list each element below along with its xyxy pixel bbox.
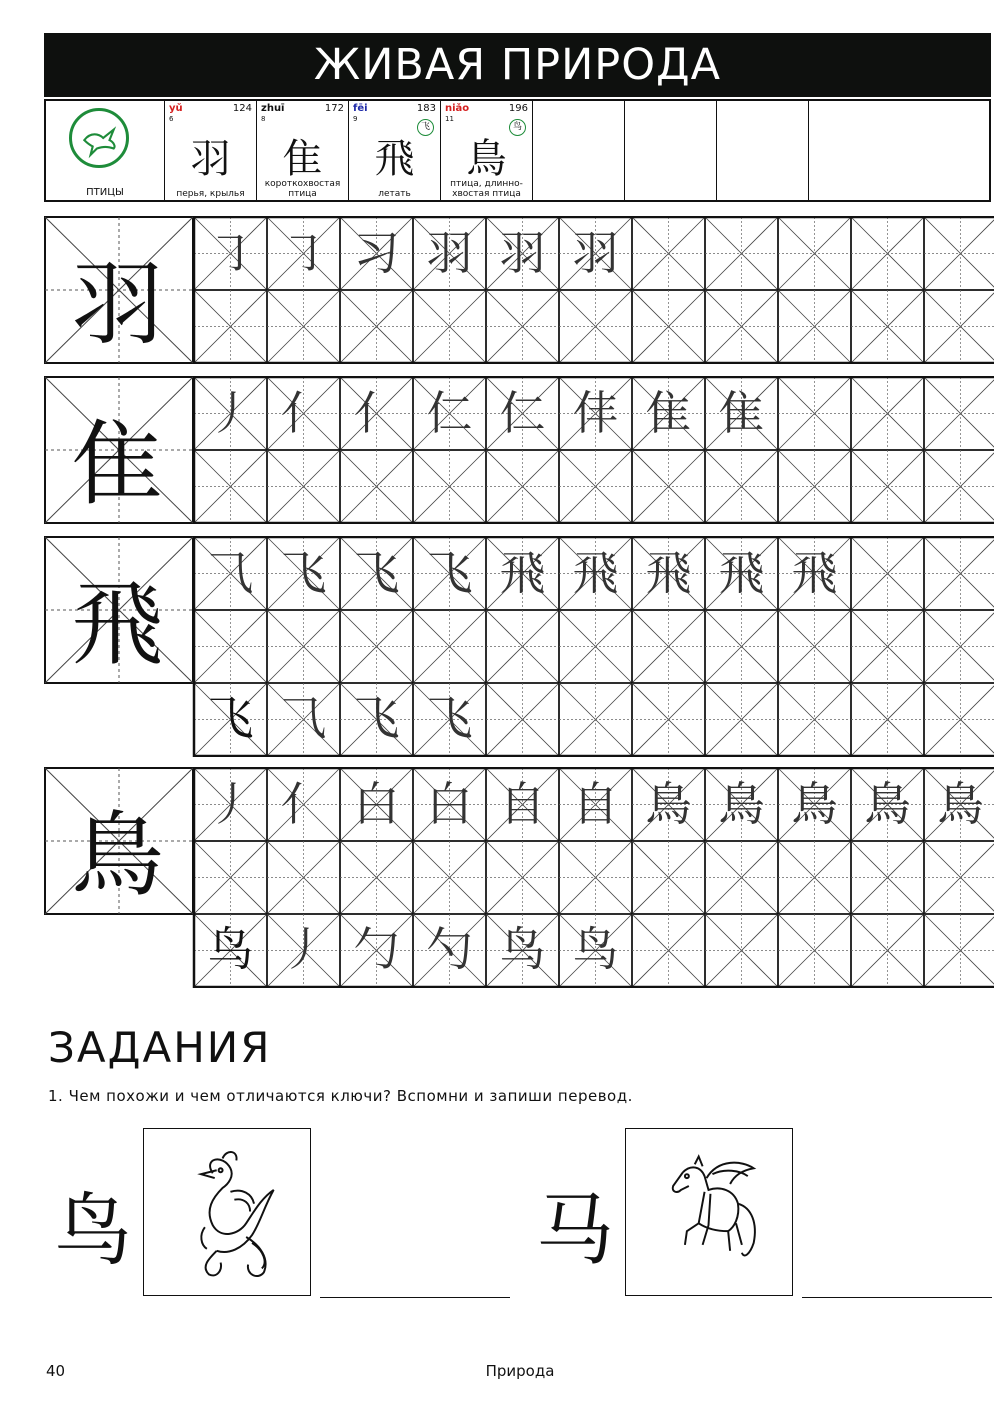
writing-cell[interactable]: [340, 290, 413, 363]
writing-cell[interactable]: [778, 841, 851, 914]
writing-cell[interactable]: [778, 377, 851, 450]
writing-cell[interactable]: [851, 377, 924, 450]
radical-card: [441, 101, 533, 200]
writing-cell[interactable]: [486, 450, 559, 523]
stroke-step: 仹: [572, 386, 619, 440]
simplified-badge: 鸟: [509, 119, 526, 136]
stroke-step: 隹: [718, 386, 765, 440]
pinyin: fēi: [353, 103, 368, 114]
writing-cell[interactable]: [632, 914, 705, 987]
category-cell: [46, 101, 165, 200]
writing-cell[interactable]: [559, 683, 632, 756]
simplified-step: 鸟: [572, 922, 619, 976]
translation: летать: [378, 189, 411, 199]
answer-line[interactable]: [802, 1297, 992, 1298]
radicals-info-bar: [44, 99, 991, 202]
translation: перья, крылья: [176, 189, 245, 199]
stroke-step: 飞: [426, 546, 473, 600]
simplified-sample: 鸟: [207, 922, 254, 976]
writing-cell[interactable]: [924, 914, 994, 987]
writing-cell[interactable]: [851, 537, 924, 610]
writing-cell[interactable]: [924, 377, 994, 450]
radical-char: 隹: [282, 136, 323, 182]
radical-card: [257, 101, 349, 200]
writing-cell[interactable]: [778, 290, 851, 363]
stroke-step: 习: [353, 226, 400, 280]
stroke-step: 飛: [499, 546, 546, 600]
stroke-step: 鳥: [791, 777, 838, 831]
radical-card: [349, 101, 441, 200]
writing-cell[interactable]: [267, 450, 340, 523]
writing-cell[interactable]: [559, 290, 632, 363]
writing-cell[interactable]: [413, 610, 486, 683]
simplified-step: 飞: [353, 691, 400, 745]
practice-block: [44, 536, 994, 757]
writing-cell[interactable]: [486, 841, 559, 914]
pinyin: yǔ: [169, 103, 183, 114]
stroke-step: 鳥: [937, 777, 984, 831]
simplified-step: ⺄: [280, 691, 327, 745]
writing-cell[interactable]: [705, 610, 778, 683]
category-label: ПТИЦЫ: [86, 187, 124, 198]
writing-cell[interactable]: [924, 683, 994, 756]
stroke-step: 自: [499, 777, 546, 831]
writing-cell[interactable]: [924, 537, 994, 610]
writing-cell[interactable]: [340, 610, 413, 683]
simplified-step: 鸟: [499, 922, 546, 976]
writing-cell[interactable]: [851, 450, 924, 523]
writing-cell[interactable]: [194, 841, 267, 914]
translation: короткохвостая птица: [264, 179, 341, 199]
empty-card: [809, 101, 901, 200]
writing-cell[interactable]: [413, 841, 486, 914]
stroke-count: 9: [353, 115, 358, 123]
radical-number: 196: [508, 103, 528, 114]
writing-cell[interactable]: [632, 450, 705, 523]
page-title: ЖИВАЯ ПРИРОДА: [44, 33, 991, 97]
stroke-step: 仁: [499, 386, 546, 440]
stroke-step: ㇆: [280, 226, 327, 280]
bird-icon: [69, 108, 129, 168]
tasks-heading: ЗАДАНИЯ: [48, 1023, 272, 1072]
stroke-step: 飛: [791, 546, 838, 600]
writing-cell[interactable]: [632, 841, 705, 914]
writing-cell[interactable]: [851, 914, 924, 987]
simplified-badge: 飞: [417, 119, 434, 136]
writing-cell[interactable]: [194, 610, 267, 683]
simplified-step: 丿: [280, 922, 327, 976]
writing-cell[interactable]: [778, 610, 851, 683]
stroke-step: 仁: [426, 386, 473, 440]
writing-cell[interactable]: [924, 290, 994, 363]
stroke-step: 鳥: [864, 777, 911, 831]
pinyin: niǎo: [445, 103, 470, 114]
writing-cell[interactable]: [340, 841, 413, 914]
writing-cell[interactable]: [924, 217, 994, 290]
stroke-count: 6: [169, 115, 174, 123]
radical-number: 172: [324, 103, 344, 114]
writing-cell[interactable]: [705, 841, 778, 914]
writing-cell[interactable]: [340, 450, 413, 523]
simplified-sample: 飞: [207, 691, 254, 745]
stroke-step: 羽: [499, 226, 546, 280]
writing-cell[interactable]: [486, 290, 559, 363]
stroke-step: 羽: [426, 226, 473, 280]
writing-cell[interactable]: [705, 683, 778, 756]
writing-cell[interactable]: [486, 610, 559, 683]
writing-cell[interactable]: [705, 914, 778, 987]
stroke-step: 自: [572, 777, 619, 831]
radical-card: [165, 101, 257, 200]
stroke-count: 11: [445, 115, 454, 123]
radical-number: 124: [232, 103, 252, 114]
stroke-step: 飛: [572, 546, 619, 600]
writing-cell[interactable]: [413, 450, 486, 523]
writing-cell[interactable]: [632, 290, 705, 363]
stroke-step: 鳥: [718, 777, 765, 831]
simplified-step: 勺: [426, 922, 473, 976]
practice-block: [44, 767, 994, 988]
writing-cell[interactable]: [486, 683, 559, 756]
writing-cell[interactable]: [632, 610, 705, 683]
stroke-step: 丿: [207, 777, 254, 831]
stroke-step: 隹: [645, 386, 692, 440]
writing-cell[interactable]: [413, 290, 486, 363]
writing-cell[interactable]: [851, 841, 924, 914]
stroke-step: ㇆: [207, 226, 254, 280]
sample-character: 鳥: [71, 802, 164, 909]
writing-cell[interactable]: [778, 217, 851, 290]
writing-cell[interactable]: [851, 610, 924, 683]
writing-cell[interactable]: [705, 290, 778, 363]
writing-cell[interactable]: [632, 217, 705, 290]
stroke-step: 亻: [353, 386, 400, 440]
writing-cell[interactable]: [851, 683, 924, 756]
stroke-step: 鳥: [645, 777, 692, 831]
stroke-step: ⺄: [207, 546, 254, 600]
radical-char: 羽: [190, 136, 231, 182]
writing-cell[interactable]: [851, 217, 924, 290]
writing-cell[interactable]: [705, 450, 778, 523]
writing-cell[interactable]: [924, 450, 994, 523]
task-char: 鸟: [54, 1186, 133, 1276]
stroke-count: 8: [261, 115, 266, 123]
radical-char: 鳥: [466, 136, 507, 182]
translation: птица, длинно-хвостая птица: [450, 179, 523, 199]
writing-cell[interactable]: [778, 914, 851, 987]
stroke-step: 飞: [353, 546, 400, 600]
writing-cell[interactable]: [778, 683, 851, 756]
sample-character: 羽: [71, 251, 164, 358]
writing-cell[interactable]: [194, 450, 267, 523]
writing-cell[interactable]: [267, 610, 340, 683]
stroke-step: 亻: [280, 386, 327, 440]
task-1-text: 1. Чем похожи и чем отличаются ключи? Вспомни и запиши перевод.: [48, 1087, 633, 1105]
practice-block: [44, 216, 994, 364]
task-char: 马: [536, 1186, 615, 1276]
radical-number: 183: [416, 103, 436, 114]
bird-drawing: [143, 1128, 311, 1296]
simplified-step: 飞: [426, 691, 473, 745]
page-number: 40: [46, 1362, 66, 1380]
writing-cell[interactable]: [267, 290, 340, 363]
radical-char: 飛: [374, 136, 415, 182]
pinyin: zhuī: [261, 103, 285, 114]
stroke-step: 白: [353, 777, 400, 831]
writing-cell[interactable]: [778, 450, 851, 523]
stroke-step: 飞: [280, 546, 327, 600]
empty-card: [533, 101, 625, 200]
writing-cell[interactable]: [851, 290, 924, 363]
stroke-step: 飛: [718, 546, 765, 600]
stroke-step: 亻: [280, 777, 327, 831]
footer-section: Природа: [485, 1362, 555, 1380]
stroke-step: 丿: [207, 386, 254, 440]
writing-cell[interactable]: [924, 841, 994, 914]
practice-block: [44, 376, 994, 524]
stroke-step: 飛: [645, 546, 692, 600]
stroke-step: 羽: [572, 226, 619, 280]
sample-character: 隹: [71, 411, 164, 518]
sample-character: 飛: [71, 571, 164, 678]
writing-cell[interactable]: [559, 841, 632, 914]
writing-cell[interactable]: [194, 290, 267, 363]
stroke-step: 白: [426, 777, 473, 831]
writing-cell[interactable]: [632, 683, 705, 756]
writing-cell[interactable]: [705, 217, 778, 290]
writing-cell[interactable]: [559, 450, 632, 523]
empty-card: [717, 101, 809, 200]
answer-line[interactable]: [320, 1297, 510, 1298]
writing-cell[interactable]: [559, 610, 632, 683]
writing-cell[interactable]: [924, 610, 994, 683]
horse-drawing: [625, 1128, 793, 1296]
empty-card: [625, 101, 717, 200]
simplified-step: 勹: [353, 922, 400, 976]
writing-cell[interactable]: [267, 841, 340, 914]
